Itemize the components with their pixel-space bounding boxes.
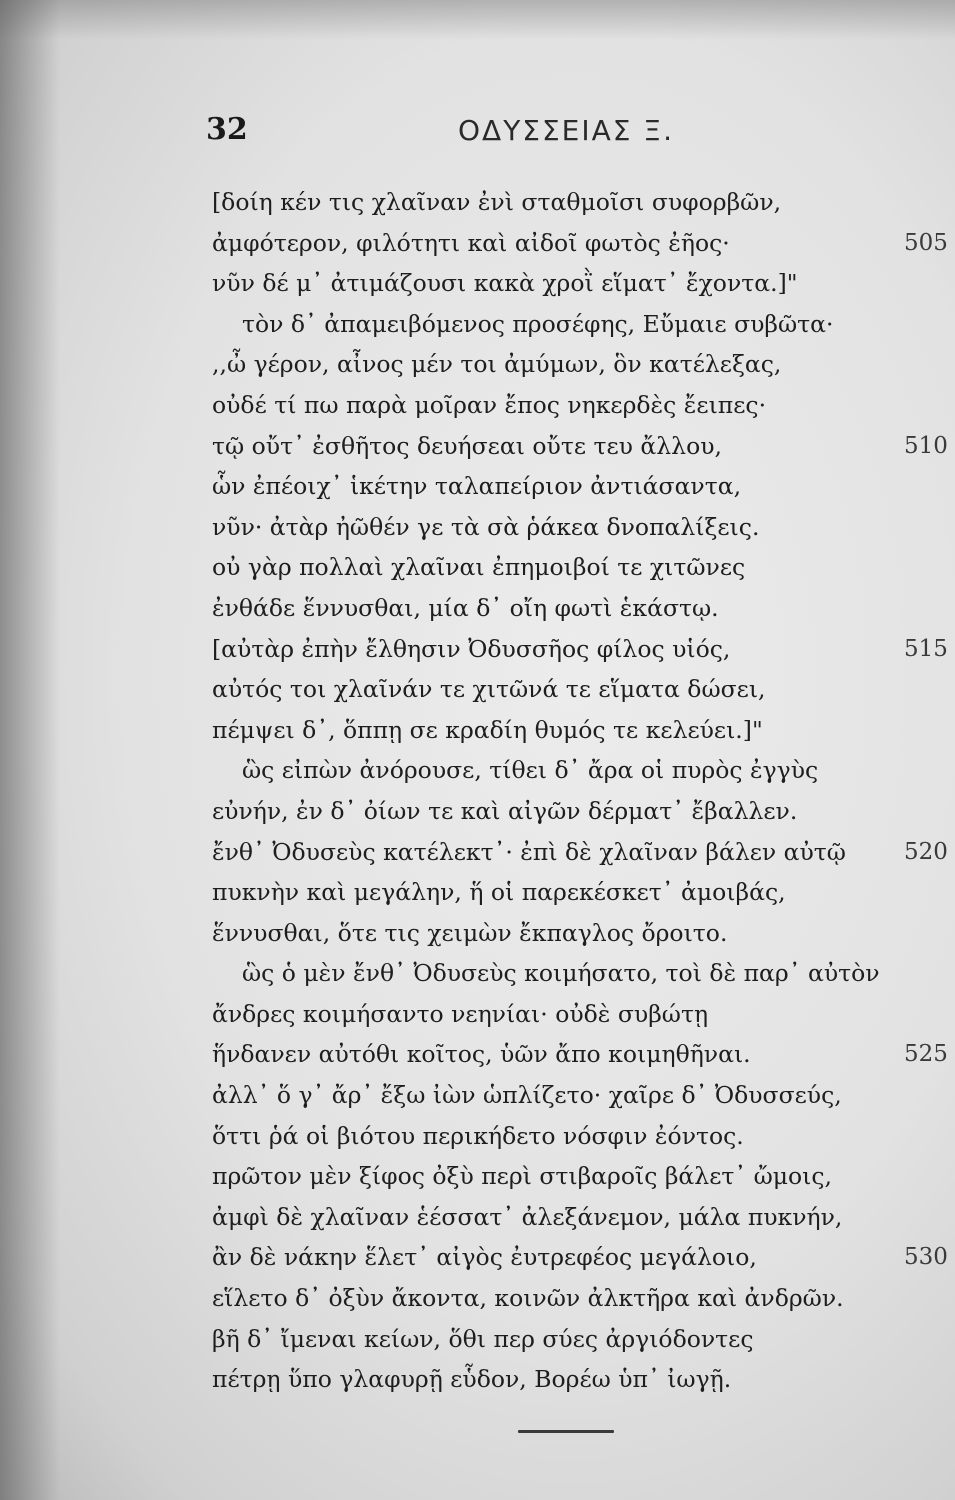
page-header (206, 106, 726, 150)
verse-line (212, 1278, 955, 1319)
verse-line-text: ὣς εἰπὼν ἀνόρουσε, τίθει δ᾽ ἄρα οἱ πυρὸς ἐγγὺς (242, 756, 819, 785)
verse-line (212, 507, 955, 548)
verse-line-text: τὸν δ᾽ ἀπαμειβόμενος προσέφης, Εὔμαιε συβῶτα· (242, 309, 834, 338)
verse-line (212, 953, 955, 994)
verse-line-text: τῷ οὔτ᾽ ἐσθῆτος δευήσεαι οὔτε τευ ἄλλου, (212, 431, 722, 460)
verse-line-text: ἂν δὲ νάκην ἕλετ᾽ αἰγὸς ἐυτρεφέος μεγάλοιο, (212, 1243, 757, 1272)
verse-line-text: ἐνθάδε ἕννυσθαι, μία δ᾽ οἴη φωτὶ ἑκάστῳ. (212, 593, 719, 622)
verse-line (212, 304, 955, 345)
verse-line (212, 1197, 955, 1238)
page-number: 32 (206, 112, 248, 147)
verse-line-text: νῦν δέ μ᾽ ἀτιμάζουσι κακὰ χροῒ εἵματ᾽ ἔχοντα.]" (212, 269, 798, 298)
verse-line-text: πέμψει δ᾽, ὅππῃ σε κραδίη θυμός τε κελεύει.]" (212, 715, 763, 744)
verse-line (212, 426, 955, 467)
verse-line (212, 344, 955, 385)
verse-line-text: βῆ δ᾽ ἴμεναι κείων, ὅθι περ σύες ἀργιόδοντες (212, 1324, 754, 1353)
verse-line-text: ἀμφότερον, φιλότητι καὶ αἰδοῖ φωτὸς ἐῆος· (212, 228, 730, 257)
verse-line (212, 750, 955, 791)
verse-line-text: ἔνθ᾽ Ὀδυσεὺς κατέλεκτ᾽· ἐπὶ δὲ χλαῖναν βάλεν αὐτῷ (212, 837, 846, 866)
verse-line-text: [δοίη κέν τις χλαῖναν ἐνὶ σταθμοῖσι συφορβῶν, (212, 188, 782, 216)
verse-line (212, 1116, 955, 1157)
verse-line-text: νῦν· ἀτὰρ ἠῶθέν γε τὰ σὰ ῥάκεα δνοπαλίξεις. (212, 512, 760, 541)
verse-line (212, 263, 955, 304)
verse-line (212, 1237, 955, 1278)
line-number: 520 (904, 838, 948, 865)
verse-line (212, 629, 955, 670)
verse-line-text: ὣς ὁ μὲν ἔνθ᾽ Ὀδυσεὺς κοιμήσατο, τοὶ δὲ παρ᾽ αὐτὸν (242, 959, 880, 988)
verse-line-text: ὧν ἐπέοιχ᾽ ἱκέτην ταλαπείριον ἀντιάσαντα, (212, 472, 742, 501)
verse-line (212, 832, 955, 873)
verse-line-text: εἵλετο δ᾽ ὀξὺν ἄκοντα, κοινῶν ἀλκτῆρα καὶ ἀνδρῶν. (212, 1284, 844, 1313)
verse-line (212, 1075, 955, 1116)
binding-shadow (0, 0, 60, 1500)
verse-line (212, 1156, 955, 1197)
verse-line-text: πρῶτον μὲν ξίφος ὀξὺ περὶ στιβαροῖς βάλετ᾽ ὤμοις, (212, 1162, 833, 1191)
verse-line-text: ,,ὦ γέρον, αἶνος μέν τοι ἀμύμων, ὃν κατέλεξας, (212, 350, 782, 379)
verse-text (212, 182, 955, 1400)
verse-line (212, 791, 955, 832)
verse-line (212, 669, 955, 710)
verse-line-text: πέτρῃ ὕπο γλαφυρῇ εὗδον, Βορέω ὑπ᾽ ἰωγῇ. (212, 1365, 732, 1394)
verse-line-text: αὐτός τοι χλαῖνάν τε χιτῶνά τε εἵματα δώσει, (212, 675, 766, 704)
verse-line-text: οὐ γὰρ πολλαὶ χλαῖναι ἐπημοιβοί τε χιτῶνες (212, 553, 746, 582)
verse-line (212, 994, 955, 1035)
verse-line (212, 466, 955, 507)
end-rule (518, 1430, 614, 1433)
verse-line (212, 547, 955, 588)
verse-line (212, 913, 955, 954)
verse-line (212, 223, 955, 264)
line-number: 525 (904, 1041, 948, 1068)
line-number: 505 (904, 229, 948, 256)
verse-line-text: εὐνήν, ἐν δ᾽ ὀίων τε καὶ αἰγῶν δέρματ᾽ ἔβαλλεν. (212, 796, 798, 825)
verse-line (212, 182, 955, 223)
verse-line (212, 1319, 955, 1360)
verse-line-text: [αὐτὰρ ἐπὴν ἔλθησιν Ὀδυσσῆος φίλος υἱός, (212, 634, 731, 663)
verse-line-text: πυκνὴν καὶ μεγάλην, ἥ οἱ παρεκέσκετ᾽ ἀμοιβάς, (212, 878, 786, 907)
verse-line (212, 710, 955, 751)
verse-line-text: ἀμφὶ δὲ χλαῖναν ἑέσσατ᾽ ἀλεξάνεμον, μάλα πυκνήν, (212, 1202, 843, 1231)
verse-line-text: ἄνδρες κοιμήσαντο νεηνίαι· οὐδὲ συβώτῃ (212, 999, 709, 1028)
verse-line (212, 1034, 955, 1075)
top-shadow (0, 0, 955, 40)
running-title: ΟΔΥΣΣΕΙΑΣ Ξ. (458, 114, 674, 147)
verse-line (212, 588, 955, 629)
verse-line (212, 385, 955, 426)
line-number: 510 (904, 432, 948, 459)
line-number: 515 (904, 635, 948, 662)
verse-line-text: ἕννυσθαι, ὅτε τις χειμὼν ἔκπαγλος ὄροιτο. (212, 918, 728, 947)
verse-line (212, 1359, 955, 1400)
verse-line-text: ἥνδανεν αὐτόθι κοῖτος, ὑῶν ἄπο κοιμηθῆναι. (212, 1040, 751, 1069)
verse-line (212, 872, 955, 913)
verse-line-text: ὅττι ῥά οἱ βιότου περικήδετο νόσφιν ἐόντος. (212, 1121, 744, 1150)
line-number: 530 (904, 1244, 948, 1271)
verse-line-text: ἀλλ᾽ ὅ γ᾽ ἄρ᾽ ἔξω ἰὼν ὡπλίζετο· χαῖρε δ᾽ Ὀδυσσεύς, (212, 1081, 842, 1110)
verse-line-text: οὐδέ τί πω παρὰ μοῖραν ἔπος νηκερδὲς ἔειπες· (212, 390, 767, 419)
